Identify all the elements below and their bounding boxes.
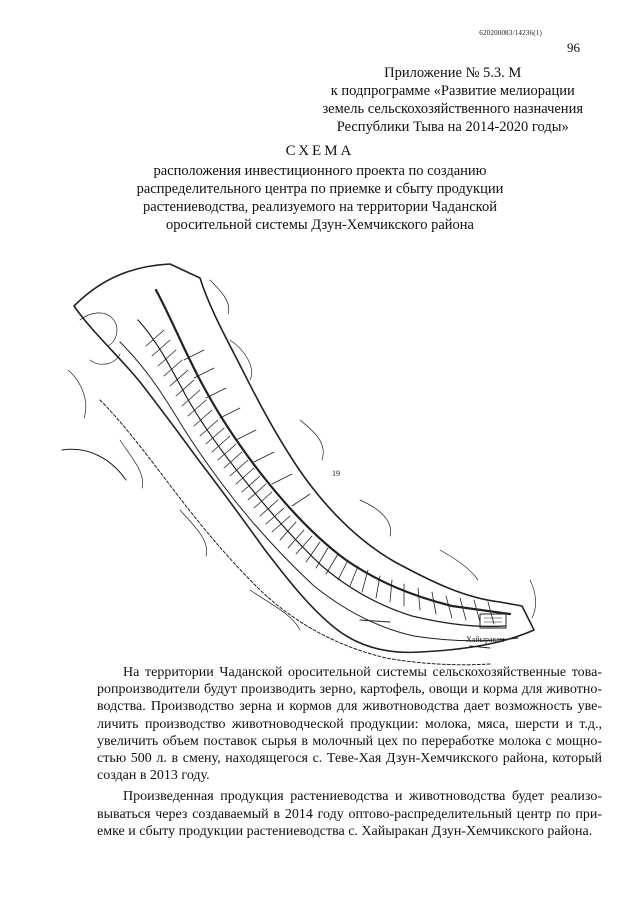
map-river bbox=[100, 400, 490, 665]
scheme-subtitle bbox=[0, 162, 640, 234]
subtitle-line: оросительной системы Дзун-Хемчикского района bbox=[166, 217, 474, 233]
appendix-line: земель сельскохозяйственного назначения bbox=[322, 101, 583, 117]
appendix-line: Республики Тыва на 2014-2020 годы» bbox=[336, 119, 569, 135]
subtitle-line: растениеводства, реализуемого на территории Чаданской bbox=[143, 199, 497, 215]
text-line: Произведенная продукция растениеводства и животноводства будет реализо- bbox=[123, 789, 602, 805]
description-text bbox=[97, 664, 602, 840]
paragraph bbox=[97, 788, 602, 840]
paragraph bbox=[97, 664, 602, 784]
map-contour bbox=[80, 280, 478, 580]
text-line: ропроизводители будут производить зерно, картофель, овощи и корма для животно- bbox=[97, 682, 602, 698]
text-line: личить производство животноводческой продукции: молока, мяса, шерсти и т.д., bbox=[97, 716, 602, 732]
text-line: стью 500 л. в смену, находящегося с. Теве-Хая Дзун-Хемчикского района, который bbox=[97, 750, 602, 766]
appendix-line: к подпрограмме «Развитие мелиорации bbox=[330, 83, 575, 99]
subtitle-line: распределительного центра по приемке и сбыту продукции bbox=[136, 181, 504, 197]
text-line: На территории Чаданской оросительной системы сельскохозяйственные това- bbox=[123, 665, 602, 680]
scheme-heading bbox=[0, 143, 640, 234]
document-code: 620200083/14236(1) bbox=[479, 29, 542, 37]
map-contour bbox=[68, 370, 536, 630]
page-number: 96 bbox=[567, 40, 580, 55]
map-field-strip-outer bbox=[120, 342, 518, 641]
text-line: водства. Производство зерна и кормов для животноводства дает возможность уве- bbox=[97, 699, 602, 715]
scheme-title: СХЕМА bbox=[285, 143, 355, 159]
appendix-reference bbox=[322, 64, 583, 136]
map-main-canal bbox=[156, 290, 510, 614]
map-label: 19 bbox=[332, 469, 340, 478]
text-line: емке и сбыту продукции растениеводства с. Хайыракан Дзун-Хемчикского района. bbox=[97, 823, 593, 839]
appendix-line: Приложение № 5.3. М bbox=[384, 65, 522, 81]
subtitle-line: расположения инвестиционного проекта по созданию bbox=[153, 163, 487, 179]
text-line: создан в 2013 году. bbox=[97, 768, 210, 784]
map-label: Хайыракан bbox=[466, 635, 505, 644]
text-line: увеличить объем поставок сырья в молочный цех по переработке молока с мощно- bbox=[97, 733, 602, 749]
map-field-rows bbox=[146, 330, 494, 624]
text-line: вываться через создаваемый в 2014 году оптово-распределительный центр по при- bbox=[97, 806, 602, 822]
map-outer-boundary bbox=[74, 264, 534, 652]
irrigation-system-map bbox=[60, 250, 540, 670]
